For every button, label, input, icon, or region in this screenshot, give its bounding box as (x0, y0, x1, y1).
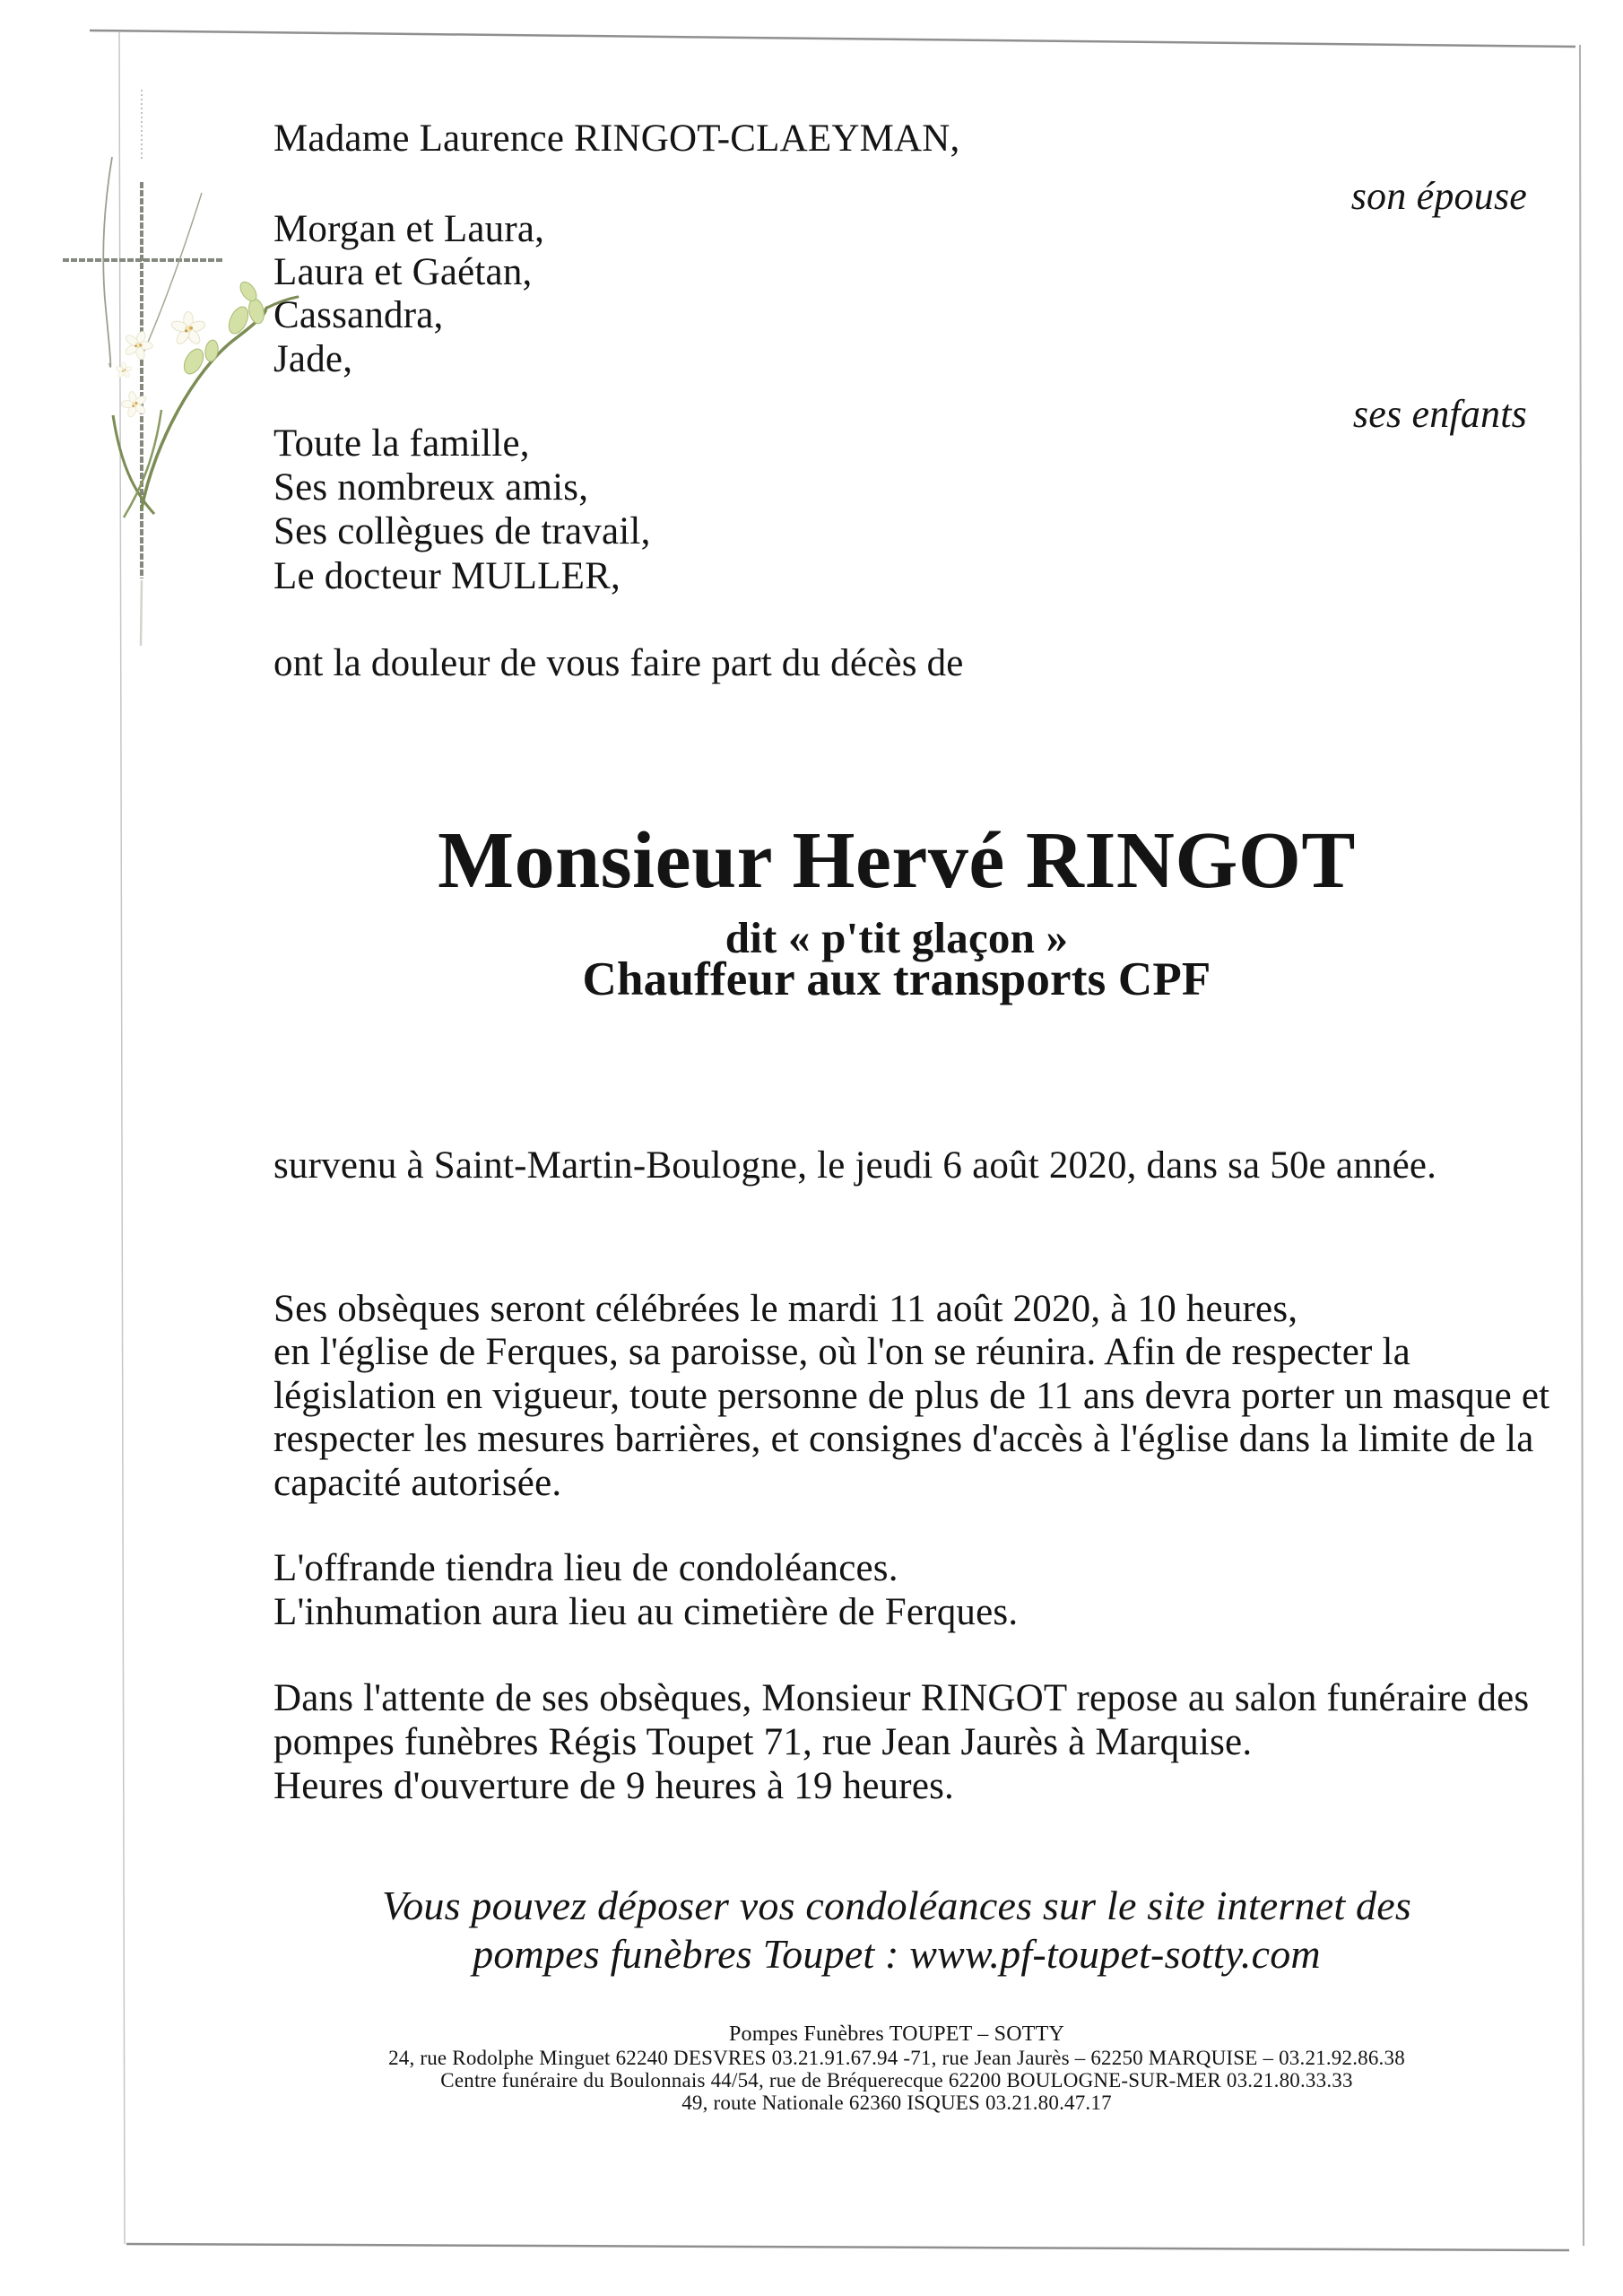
announcer-line: Ses collègues de travail, (273, 510, 651, 552)
page-left-edge (119, 32, 125, 2244)
announcer-line: Ses nombreux amis, (273, 466, 589, 509)
crossing-stem-left (113, 415, 154, 514)
child-name: Jade, (273, 338, 353, 380)
company-address-line: 49, route Nationale 62360 ISQUES 03.21.80.47.17 (681, 2092, 1112, 2114)
deceased-nickname: dit « p'tit glaçon » (725, 913, 1069, 962)
ceremony-line: Ses obsèques seront célébrées le mardi 11 août 2020, à 10 heures, (273, 1288, 1298, 1330)
spouse-attribution: son épouse (1350, 174, 1527, 218)
repose-line: Dans l'attente de ses obsèques, Monsieur RINGOT repose au salon funéraire des (273, 1677, 1530, 1719)
condolence-line: L'offrande tiendra lieu de condoléances. (273, 1547, 898, 1589)
death-line: survenu à Saint-Martin-Boulogne, le jeudi 6 août 2020, dans sa 50e année. (273, 1144, 1437, 1187)
repose-line: Heures d'ouverture de 9 heures à 19 heures. (273, 1765, 955, 1807)
right-grass-arc (143, 193, 202, 352)
announcer-line: Toute la famille, (273, 422, 530, 465)
repose-line: pompes funèbres Régis Toupet 71, rue Jean Jaurès à Marquise. (273, 1721, 1253, 1763)
ceremony-line: capacité autorisée. (273, 1462, 562, 1504)
condolence-line: L'inhumation aura lieu au cimetière de Ferques. (273, 1591, 1019, 1633)
funeral-company-name: Pompes Funèbres TOUPET – SOTTY (728, 2022, 1064, 2046)
white-flower-icon (170, 312, 206, 346)
company-address-line: 24, rue Rodolphe Minguet 62240 DESVRES 03.21.91.67.94 -71, rue Jean Jaurès – 62250 MARQUISE – 03.21.92.86.38 (388, 2047, 1405, 2069)
deceased-occupation: Chauffeur aux transports CPF (582, 953, 1211, 1005)
website-line: pompes funèbres Toupet : www.pf-toupet-sotty.com (473, 1931, 1321, 1977)
child-name: Morgan et Laura, (273, 208, 545, 250)
page-top-edge (90, 30, 1575, 47)
website-line: Vous pouvez déposer vos condoléances sur le site internet des (382, 1883, 1411, 1928)
main-flower-stem (142, 308, 267, 509)
children-attribution: ses enfants (1352, 392, 1527, 436)
spouse-line: Madame Laurence RINGOT-CLAEYMAN, (273, 117, 960, 160)
page-bottom-edge (126, 2244, 1569, 2250)
ceremony-line: respecter les mesures barrières, et consignes d'accès à l'église dans la limite de la (273, 1418, 1534, 1460)
child-name: Laura et Gaétan, (273, 251, 533, 293)
crossing-stem-right (124, 410, 161, 517)
child-name: Cassandra, (273, 294, 444, 336)
white-flower-icon (115, 362, 132, 378)
announcer-line: Le docteur MULLER, (273, 555, 621, 597)
white-flower-icon (119, 326, 158, 364)
ceremony-line: en l'église de Ferques, sa paroisse, où l'on se réunira. Afin de respecter la (273, 1331, 1410, 1373)
white-flower-icon (117, 388, 151, 421)
company-address-line: Centre funéraire du Boulonnais 44/54, rue de Bréquerecque 62200 BOULOGNE-SUR-MER 03.21.80.33.33 (440, 2069, 1353, 2092)
leaf-cluster (180, 279, 266, 377)
ceremony-line: législation en vigueur, toute personne de plus de 11 ans devra porter un masque et (273, 1375, 1550, 1417)
cross-lower-faint-line (141, 580, 142, 646)
announcement-line: ont la douleur de vous faire part du décès de (273, 642, 964, 684)
deceased-name: Monsieur Hervé RINGOT (438, 816, 1356, 905)
left-grass-arc (103, 157, 112, 367)
page-right-edge (1580, 45, 1584, 2246)
